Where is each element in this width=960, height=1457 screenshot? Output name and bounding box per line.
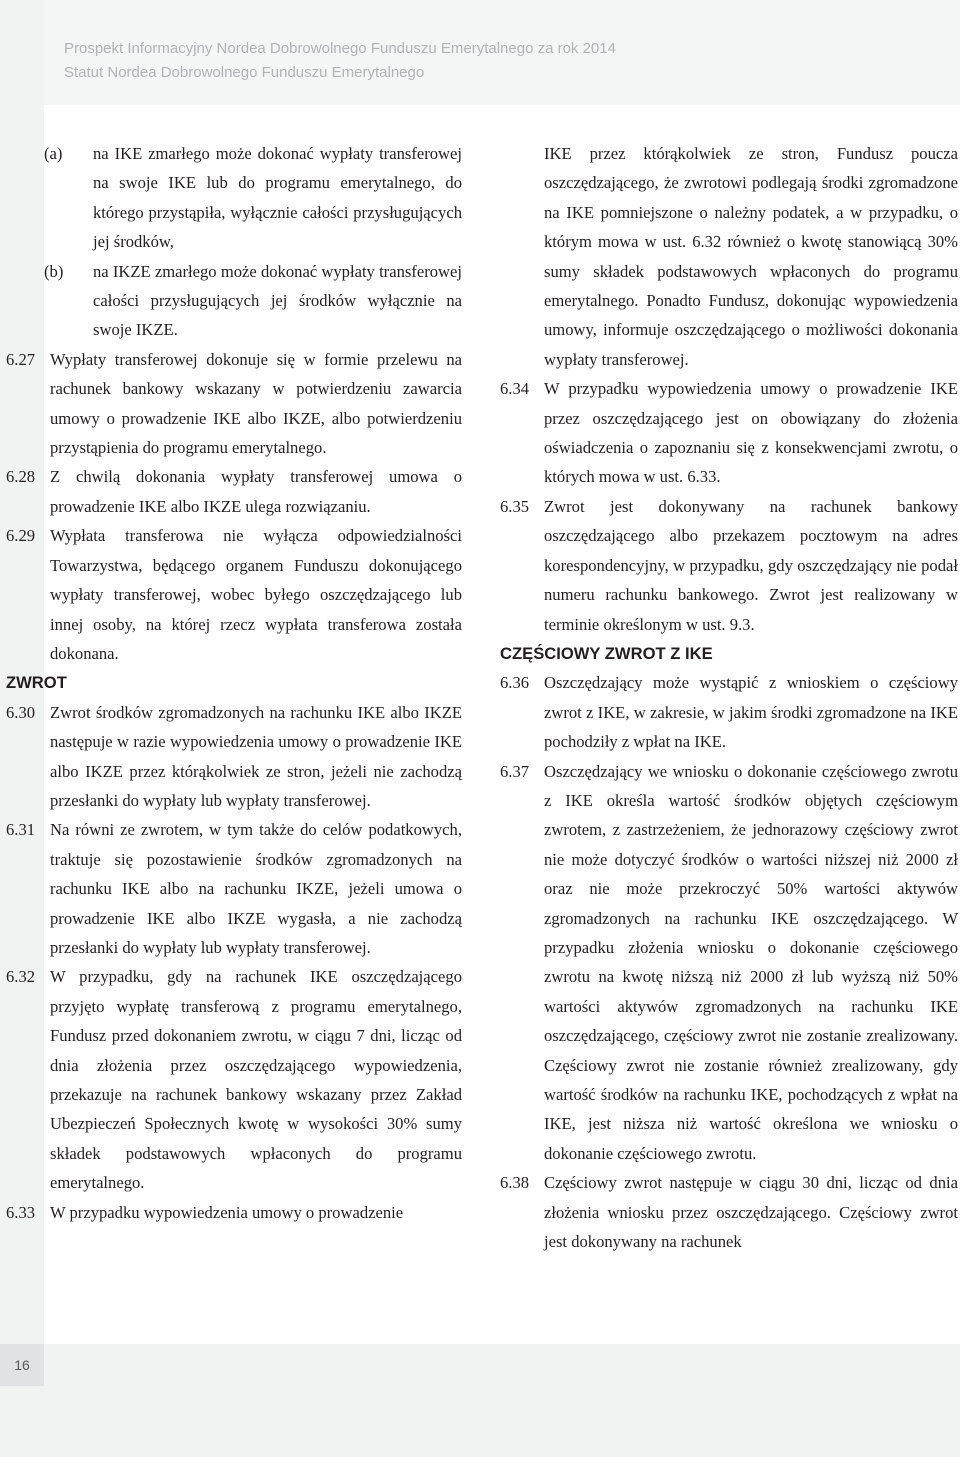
clause-number: 6.37 [500,761,530,781]
clause-number: 6.35 [500,496,530,516]
clause-text: Oszczędzający może wystąpić z wnioskiem o częściowy zwrot z IKE, w zakresie, w jakim środki zgromadzone na IKE pochodziły z wpłat na IKE. [544,673,958,752]
clause-number: 6.34 [500,379,530,399]
document-title: Prospekt Informacyjny Nordea Dobrowolnego Funduszu Emerytalnego za rok 2014 [64,40,616,57]
clause-number: 6.32 [6,967,36,987]
list-item-b [6,257,462,345]
clause-6-30 [6,698,462,816]
clause-6-38 [500,1168,958,1256]
list-item-a [6,139,462,257]
clause-number: 6.30 [6,702,36,722]
clause-text: W przypadku wypowiedzenia umowy o prowadzenie [50,1202,404,1222]
clause-text: Wypłaty transferowej dokonuje się w formie przelewu na rachunek bankowy wskazany w potwierdzeniu zawarcia umowy o prowadzenie IKE albo IKZE, albo potwierdzeniu przystąpienia do programu emerytalnego. [50,349,462,458]
item-label: (a) [44,144,63,163]
footer-band [0,1344,960,1457]
page-number: 16 [0,1344,44,1386]
item-text: na IKZE zmarłego może dokonać wypłaty transferowej całości przysługujących jej środków wyłącznie na swoje IKZE. [93,261,462,340]
clause-number: 6.33 [6,1202,36,1222]
clause-6-36 [500,668,958,756]
clause-number: 6.28 [6,467,36,487]
item-label: (b) [44,261,64,281]
clause-number: 6.36 [500,673,530,693]
clause-text: Z chwilą dokonania wypłaty transferowej umowa o prowadzenie IKE albo IKZE ulega rozwiązaniu. [50,467,462,516]
clause-text: Zwrot środków zgromadzonych na rachunku IKE albo IKZE następuje w razie wypowiedzenia umowy o prowadzenie IKE albo IKZE przez którąkolwiek ze stron, jeżeli nie zachodzą przesłanki do wypłaty lub wypłaty transferowej. [50,702,462,810]
section-heading-zwrot: ZWROT [6,673,67,693]
document-subtitle: Statut Nordea Dobrowolnego Funduszu Emerytalnego [64,64,425,81]
clause-text: IKE przez którąkolwiek ze stron, Fundusz poucza oszczędzającego, że zwrotowi podlegają środki zgromadzone na IKE pomniejszone o należny podatek, a w przypadku, o którym mowa w ust. 6.32 również o kwotę stanowiącą 30% sumy składek podstawowych wpłaconych do programu emerytalnego. Ponadto Fundusz, dokonując wypowiedzenia umowy, informuje oszczędzającego o możliwości dokonania wypłaty transferowej. [544,144,958,369]
clause-text: Zwrot jest dokonywany na rachunek bankowy oszczędzającego albo przekazem pocztowym na adres korespondencyjny, w przypadku, gdy oszczędzający nie podał numeru rachunku bankowego. Zwrot jest realizowany w terminie określonym w ust. 9.3. [544,496,958,634]
clause-text: Na równi ze zwrotem, w tym także do celów podatkowych, traktuje się pozostawienie środków zgromadzonych na rachunku IKE albo na rachunku IKZE, jeżeli umowa o prowadzenie IKE albo IKZE wygasła, a nie zachodzą przesłanki do wypłaty lub wypłaty transferowej. [50,820,462,957]
clause-6-32 [6,962,462,1197]
clause-6-33-continued [500,139,958,374]
clause-number: 6.27 [6,349,36,369]
clause-6-29 [6,521,462,668]
section-heading-czesciowy-zwrot: CZĘŚCIOWY ZWROT Z IKE [500,643,713,663]
clause-6-33 [6,1198,462,1227]
clause-6-28 [6,462,462,521]
clause-6-35 [500,492,958,639]
left-column [6,139,462,1227]
clause-text: Oszczędzający we wniosku o dokonanie częściowego zwrotu z IKE określa wartość środków objętych częściowym zwrotem, z zastrzeżeniem, że jednorazowy częściowy zwrot nie może dotyczyć środków o wartości niższej niż 2000 zł oraz nie może przekroczyć 50% wartości aktywów zgromadzonych na rachunku IKE oszczędzającego. W przypadku złożenia wniosku o dokonanie częściowego zwrotu na kwotę niższą niż 2000 zł lub wyższą niż 50% wartości aktywów zgromadzonych na rachunku IKE oszczędzającego, częściowy zwrot nie zostanie zrealizowany. Częściowy zwrot nie zostanie również zrealizowany, gdy wartość środków na rachunku IKE, pochodzących z wpłat na IKE, jest niższa niż wartość określona we wniosku o dokonanie częściowego zwrotu. [544,761,958,1163]
clause-text: Wypłata transferowa nie wyłącza odpowiedzialności Towarzystwa, będącego organem Funduszu dokonującego wypłaty transferowej, wobec byłego oszczędzającego lub innej osoby, na której rzecz wypłata transferowa została dokonana. [50,526,462,663]
clause-6-37 [500,757,958,1169]
right-column [500,139,958,1256]
clause-6-27 [6,345,462,463]
clause-number: 6.29 [6,526,36,546]
clause-number: 6.38 [500,1173,530,1193]
clause-text: W przypadku wypowiedzenia umowy o prowadzenie IKE przez oszczędzającego jest on obowiązany do złożenia oświadczenia o zapoznaniu się z konsekwencjami zwrotu, o których mowa w ust. 6.33. [544,379,958,487]
clause-6-34 [500,374,958,492]
clause-number: 6.31 [6,820,36,840]
clause-text: Częściowy zwrot następuje w ciągu 30 dni, licząc od dnia złożenia wniosku przez oszczędzającego. Częściowy zwrot jest dokonywany na rachunek [544,1173,958,1252]
item-text: na IKE zmarłego może dokonać wypłaty transferowej na swoje IKE lub do programu emerytalnego, do którego przystąpiła, wyłącznie całości przysługujących jej środków, [93,144,462,252]
clause-text: W przypadku, gdy na rachunek IKE oszczędzającego przyjęto wypłatę transferową z programu emerytalnego, Fundusz przed dokonaniem zwrotu, w ciągu 7 dni, licząc od dnia złożenia przez oszczędzającego wypowiedzenia, przekazuje na rachunek bankowy wskazany przez Zakład Ubezpieczeń Społecznych kwotę w wysokości 30% sumy składek podstawowych wpłaconych do programu emerytalnego. [50,967,462,1193]
clause-6-31 [6,815,462,962]
